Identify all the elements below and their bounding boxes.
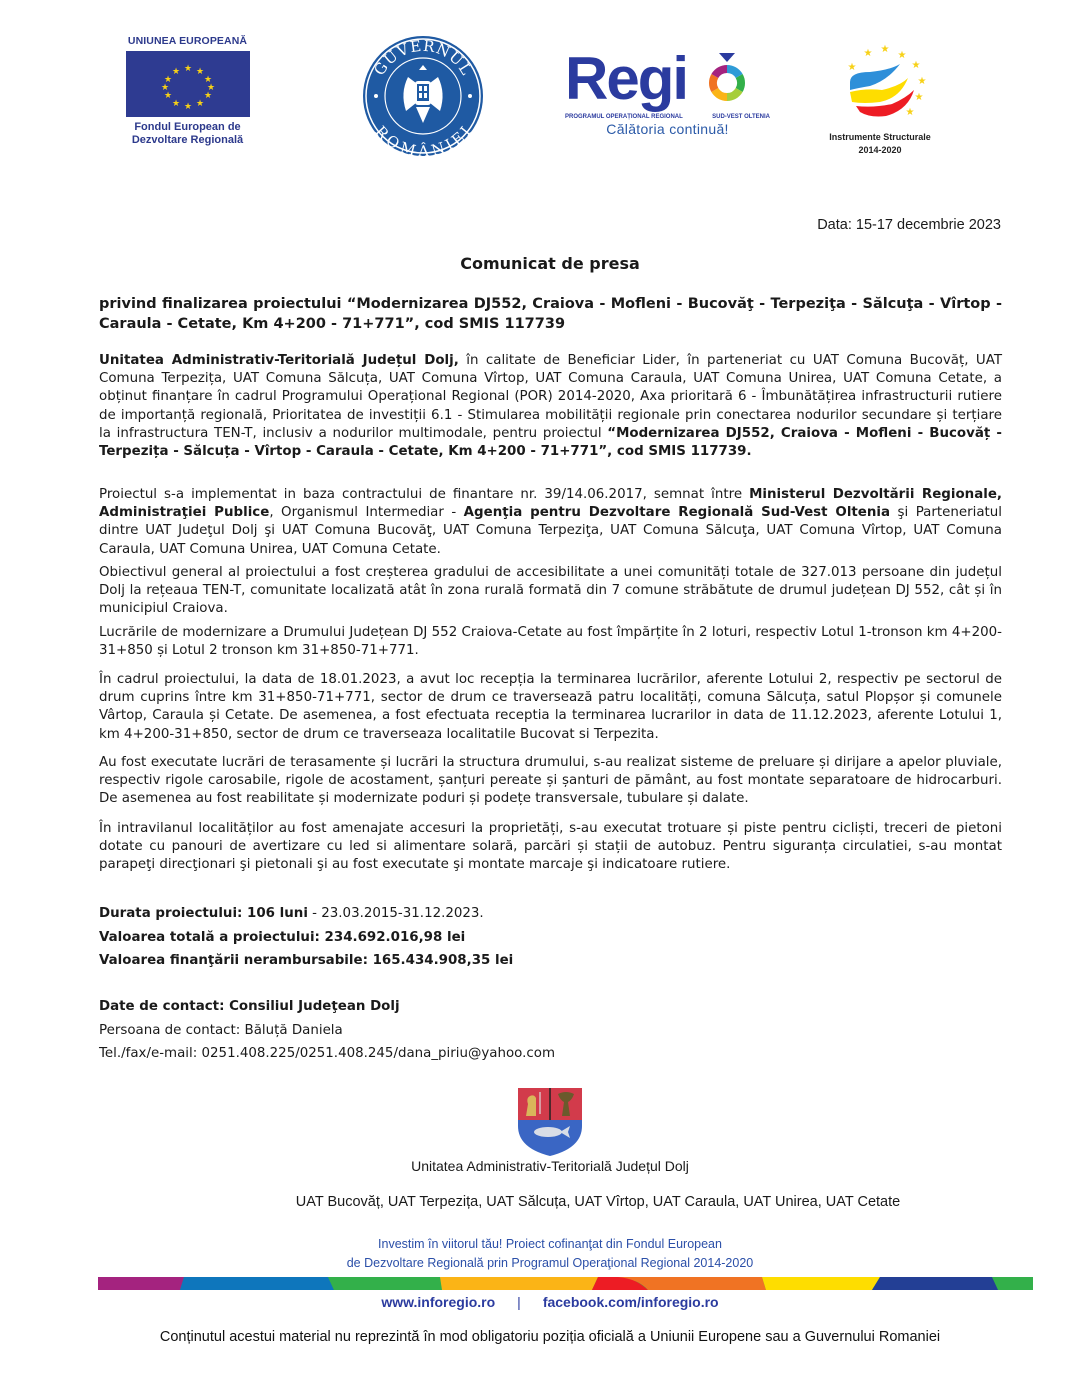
svg-text:★: ★ xyxy=(160,83,169,93)
svg-text:★: ★ xyxy=(911,60,921,71)
funding-statement-line-1: Investim în viitorul tău! Proiect cofinanţat din Fondul European xyxy=(378,1237,722,1251)
paragraph-contract-text-3: şi Parteneriatul dintre UAT Judeţul Dolj şi UAT Comuna Bucovăţ, UAT Comuna Terpeziţa, UAT Comuna Sălcuţa, UAT Comuna Vîrtop, UAT Comuna Caraula, UAT Comuna Unirea, UAT Comuna Cetate. xyxy=(99,505,1002,557)
svg-text:★: ★ xyxy=(195,99,204,109)
svg-text:★: ★ xyxy=(163,75,172,85)
svg-text:★: ★ xyxy=(183,102,192,112)
paragraph-contract-text-1: Proiectul s-a implementat in baza contractului de finantare nr. 39/14.06.2017, semnat între xyxy=(99,487,750,502)
project-grant-value: Valoarea finanţării nerambursabile: 165.434.908,35 lei xyxy=(99,953,514,968)
paragraph-lots: Lucrările de modernizare a Drumului Județean DJ 552 Craiova-Cetate au fost împărțite în 2 loturi, respectiv Lotul 1-tronson km 4+200-31+850 și Lotul 2 tronson km 31+850-71+771. xyxy=(99,625,1002,659)
funding-statement xyxy=(0,1235,1068,1273)
svg-text:★: ★ xyxy=(863,48,873,59)
svg-text:★: ★ xyxy=(171,67,180,77)
eu-logo-caption-1: Fondul European de xyxy=(134,121,241,133)
svg-text:★: ★ xyxy=(847,62,857,73)
svg-text:ROMÂNIEI: ROMÂNIEI xyxy=(371,122,475,159)
funding-statement-line-2: de Dezvoltare Regională prin Programul Operaţional Regional 2014-2020 xyxy=(346,1256,754,1270)
contact-heading: Date de contact: Consiliul Judeţean Dolj xyxy=(99,999,400,1014)
svg-text:GUVERNUL: GUVERNUL xyxy=(370,36,476,79)
footer-uat-list: UAT Bucovăț, UAT Terpezița, UAT Sălcuța, UAT Vîrtop, UAT Caraula, UAT Unirea, UAT Cetate xyxy=(295,1194,901,1210)
paragraph-beneficiary xyxy=(99,352,1002,461)
footer-uat-title: Unitatea Administrativ-Teritorială Județul Dolj xyxy=(411,1158,689,1174)
paragraph-beneficiary-project: “Modernizarea DJ552, Craiova - Mofleni - Bucovăț - Terpezița - Sălcuța - Vîrtop - Caraula - Cetate, Km 4+200 - 71+771”, cod SMIS 117739. xyxy=(99,425,1002,460)
eu-logo-caption-2: Dezvoltare Regională xyxy=(131,134,244,146)
paragraph-intravilan: În intravilanul localităților au fost amenajate accesuri la proprietăți, s-au executat trotuare și piste pentru cicliști, treceri de pietoni dotate cu panouri de avertizare cu led si alimentare solară, parcări și stații de autobuz. Pentru siguranța circulatiei, s-au montat parapeţi direcţionari şi pietonali şi au fost executate şi montate marcaje şi indicatoare rutiere. xyxy=(99,821,1002,873)
svg-text:★: ★ xyxy=(206,83,215,93)
document-subtitle: privind finalizarea proiectului “Modernizarea DJ552, Craiova - Mofleni - Bucovăţ - Terpeziţa - Sălcuţa - Vîrtop - Caraula - Cetate, Km 4+200 - 71+771”, cod SMIS 117739 xyxy=(99,296,1002,332)
disclaimer: Conținutul acestui material nu reprezintă în mod obligatoriu poziția oficială a Uniunii Europene sau a Guvernului Romaniei xyxy=(159,1329,941,1345)
paragraph-works: Au fost executate lucrări de terasamente și lucrări la structura drumului, s-au realizat sisteme de preluare și dirijare a apelor pluviale, respectiv rigole carosabile, rigole de acostament, șanțuri pereate și șanturi de pământ, au fost montate separatoare de hidrocarburi. De asemenea au fost reabilitate și modernizate poduri și podețe transversale, tubulare și dalate. xyxy=(99,755,1002,807)
paragraph-beneficiary-lead: Unitatea Administrativ-Teritorială Județul Dolj, xyxy=(99,353,459,368)
svg-text:★: ★ xyxy=(897,50,907,61)
paragraph-contract-ministry: Ministerul Dezvoltării Regionale, Administraţiei Publice xyxy=(99,487,1002,521)
eu-flag-icon xyxy=(126,51,250,117)
paragraph-beneficiary-text: în calitate de Beneficiar Lider, în parteneriat cu UAT Comuna Bucovăț, UAT Comuna Terpezița, UAT Comuna Sălcuța, UAT Comuna Vîrtop, UAT Comuna Caraula, UAT Comuna Unirea, UAT Comuna Cetate, a obținut finanțare în cadrul Programului Operațional Regional (POR) 2014-2020, Axa prioritară 6 - Îmbunătățirea infrastructurii rutiere de importanță regională, Prioritatea de investiții 6.1 - Stimularea mobilității regionale prin conectarea nodurilor secundare și terțiare la infrastructura TEN-T, inclusiv a nodurilor multimodale, pentru proiectul xyxy=(99,353,1003,441)
romanian-government-seal-icon xyxy=(360,33,486,159)
paragraph-reception: În cadrul proiectului, la data de 18.01.2023, a avut loc recepția la terminarea lucrărilor, aferente Lotului 2, respectiv pe sectorul de drum cuprins între km 31+850-71+771, sector de drum ce traversează patru localități, comuna Sălcuța, satul Plopșor și comunele Vârtop, Caraula și Cetate. De asemenea, a fost efectuata receptia la terminarea lucrarilor in data de 11.12.2023, aferente Lotului 1, km 4+200-31+850, sector de drum ce traverseaza localitatile Bucovat si Terpezita. xyxy=(99,672,1002,742)
svg-text:★: ★ xyxy=(914,92,924,103)
footer-links xyxy=(0,1294,1068,1310)
project-total-value: Valoarea totală a proiectului: 234.692.016,98 lei xyxy=(99,929,466,945)
eu-logo-title: UNIUNEA EUROPEANĂ xyxy=(127,35,248,47)
svg-text:★: ★ xyxy=(203,75,212,85)
contact-phone-email[interactable]: Tel./fax/e-mail: 0251.408.225/0251.408.245/dana_piriu@yahoo.com xyxy=(99,1046,555,1061)
svg-text:★: ★ xyxy=(195,67,204,77)
structural-instruments-logo xyxy=(820,42,940,156)
project-duration-label: Durata proiectului: 106 luni xyxy=(99,906,308,921)
regio-wordmark: Regi xyxy=(565,45,688,112)
regio-program-label: PROGRAMUL OPERAȚIONAL REGIONAL xyxy=(565,114,683,120)
svg-text:★: ★ xyxy=(880,44,890,55)
regio-region-label: SUD-VEST OLTENIA xyxy=(712,114,770,120)
paragraph-contract-text-2: , Organismul Intermediar - xyxy=(269,505,464,521)
svg-text:★: ★ xyxy=(203,91,212,101)
inforegio-facebook-link[interactable]: facebook.com/inforegio.ro xyxy=(542,1294,719,1310)
project-duration-value: - 23.03.2015-31.12.2023. xyxy=(307,906,484,921)
regio-slogan: Călătoria continuă! xyxy=(606,121,729,137)
contact-person: Persoana de contact: Băluță Daniela xyxy=(99,1022,343,1038)
svg-text:★: ★ xyxy=(905,107,915,118)
svg-text:★: ★ xyxy=(183,64,192,74)
link-separator: | xyxy=(517,1294,521,1310)
svg-text:★: ★ xyxy=(171,99,180,109)
svg-text:★: ★ xyxy=(163,91,172,101)
regio-color-wheel-icon xyxy=(704,53,750,112)
regio-color-band xyxy=(98,1275,1033,1288)
structural-instruments-caption-2: 2014-2020 xyxy=(858,145,902,155)
regio-logo xyxy=(565,45,770,137)
inforegio-website-link[interactable]: www.inforegio.ro xyxy=(381,1294,496,1310)
dolj-county-crest-icon xyxy=(514,1086,586,1158)
paragraph-objective: Obiectivul general al proiectului a fost creșterea gradului de accesibilitate a unei comunități totale de 327.013 persoane din județul Dolj la rețeaua TEN-T, comunitate localizată atât în zona rurală formată din 7 comune străbătute de drumul județean DJ 552, cât și în municipiul Craiova. xyxy=(99,565,1002,617)
svg-text:★: ★ xyxy=(917,76,927,87)
page-title: Comunicat de presa xyxy=(460,254,640,273)
paragraph-contract-agency: Agenţia pentru Dezvoltare Regională Sud-Vest Oltenia xyxy=(463,505,891,521)
paragraph-contract xyxy=(99,486,1002,559)
eu-logo xyxy=(120,35,255,147)
contact-info xyxy=(99,995,555,1066)
project-facts xyxy=(99,902,513,973)
structural-instruments-emblem-icon xyxy=(830,42,930,130)
structural-instruments-caption-1: Instrumente Structurale xyxy=(829,132,931,142)
document-date: Data: 15-17 decembrie 2023 xyxy=(817,217,1001,233)
